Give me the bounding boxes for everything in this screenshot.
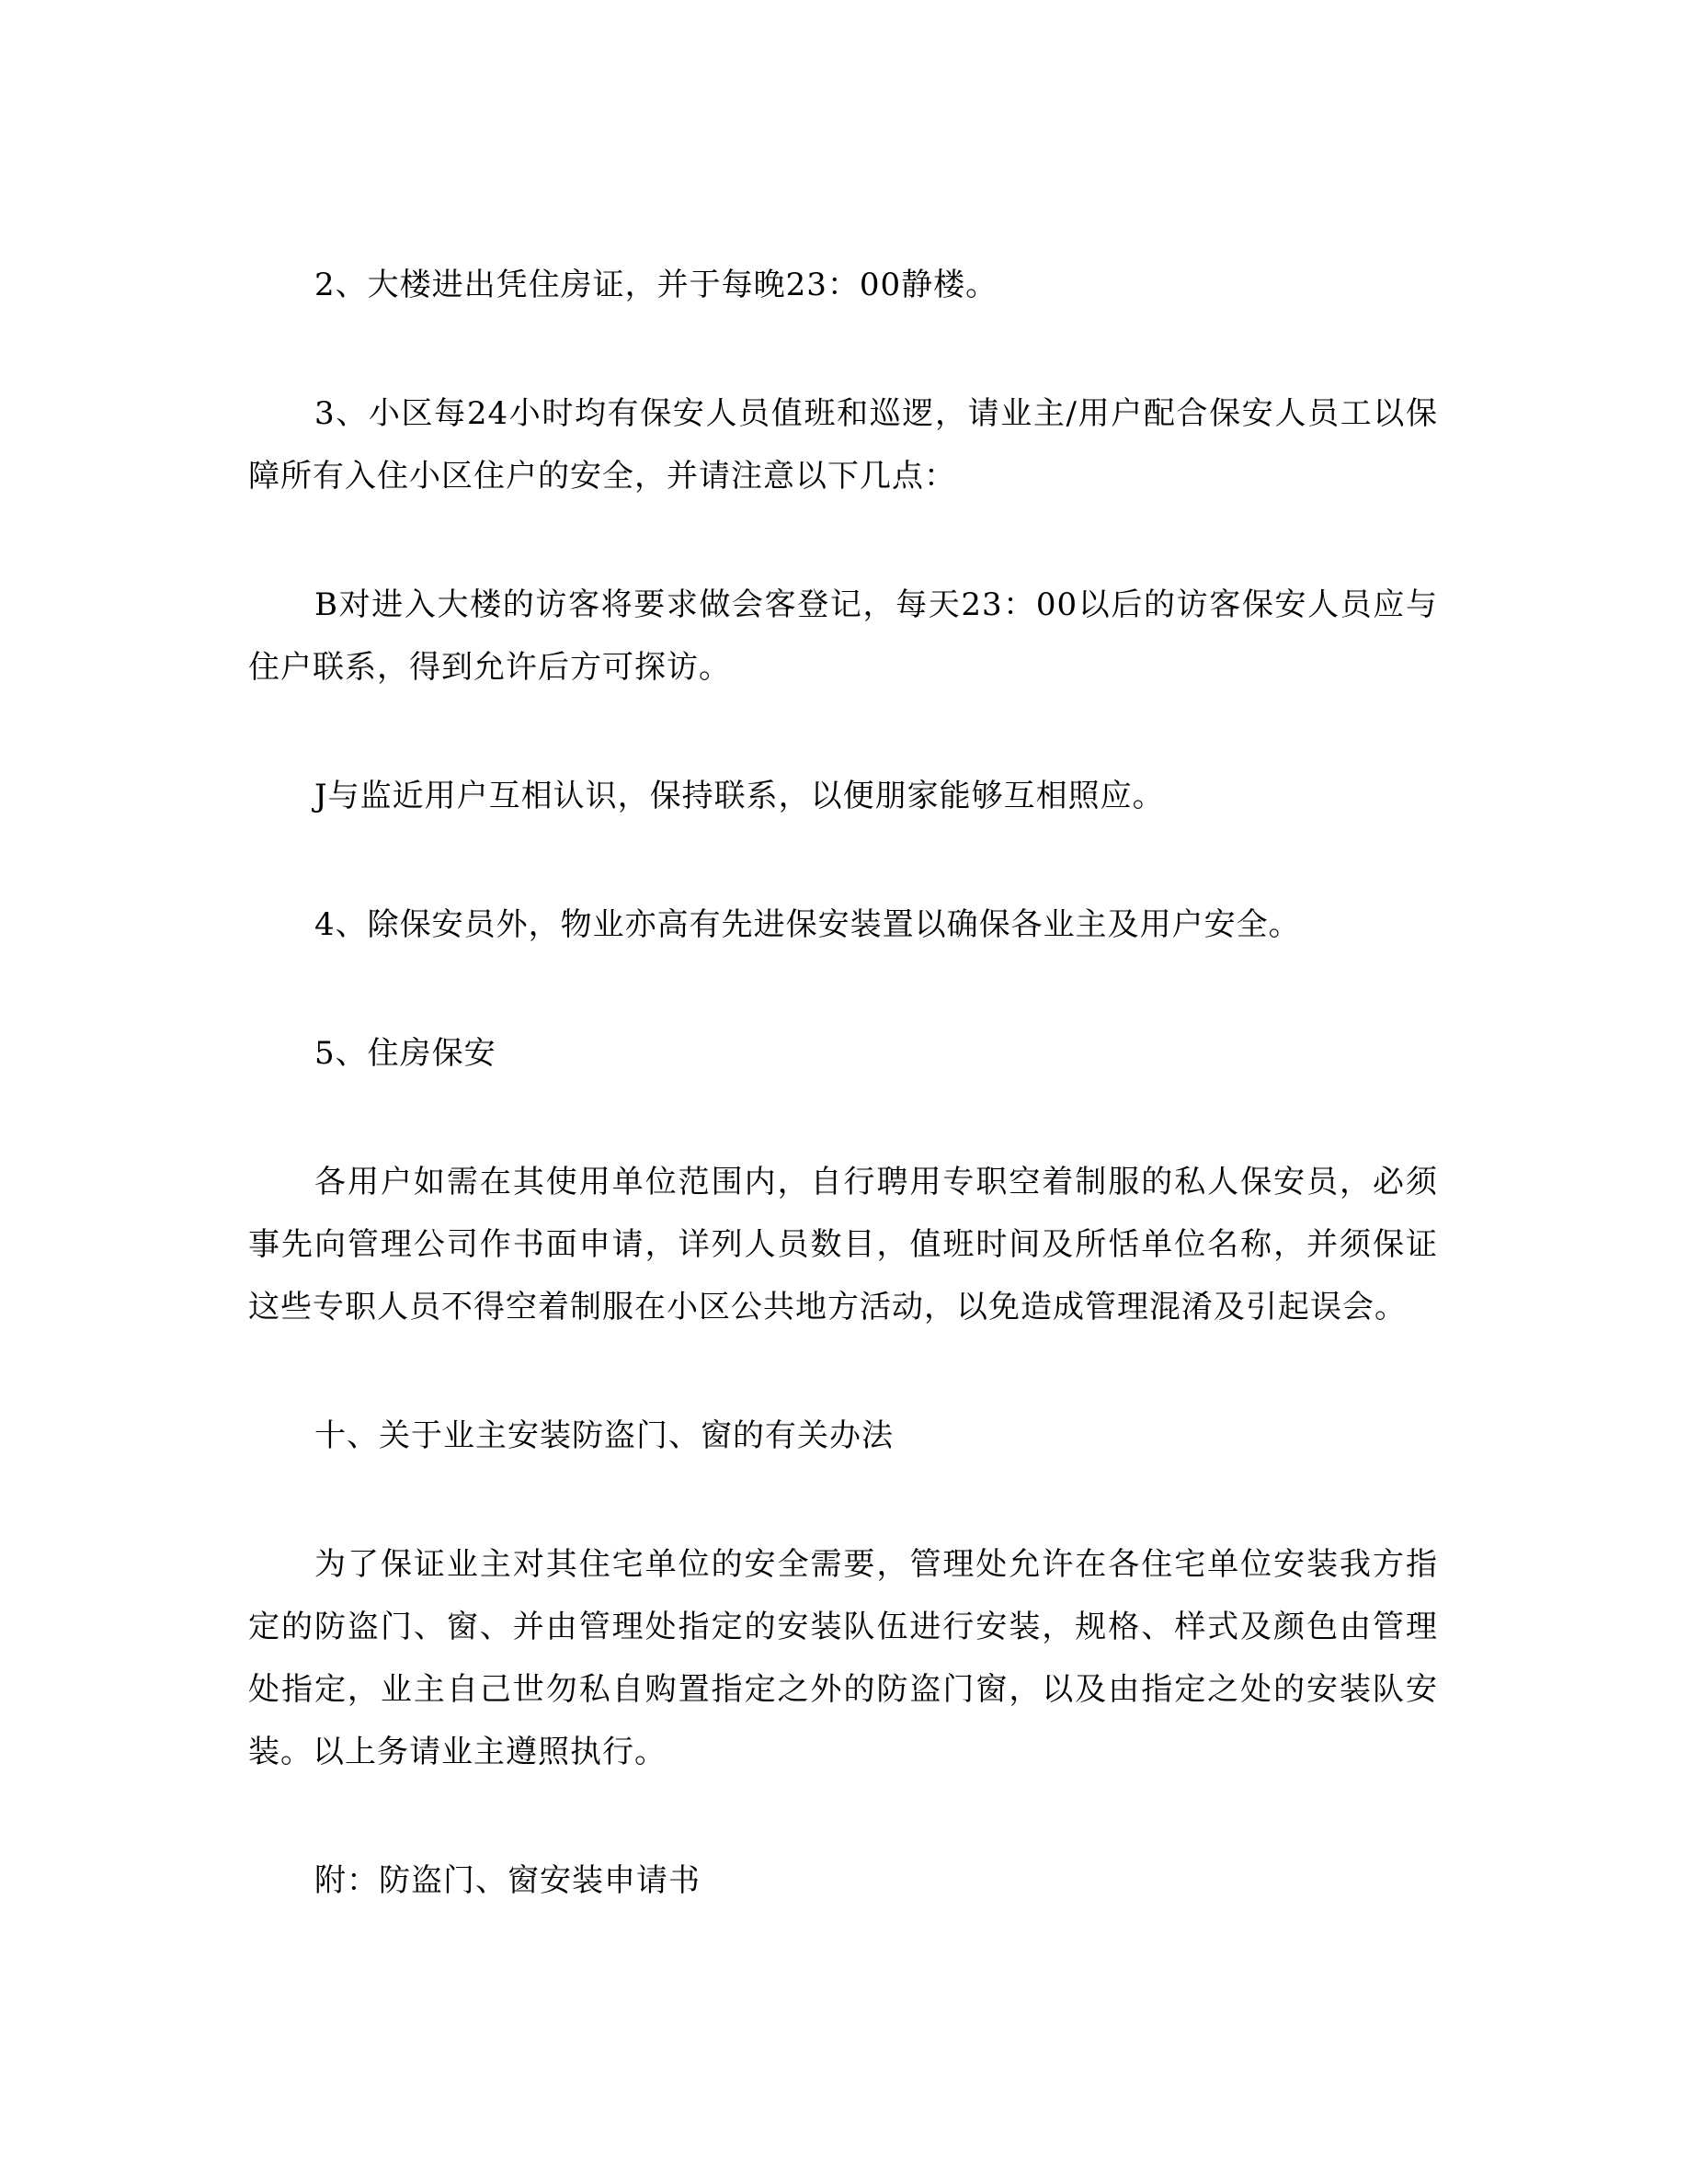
paragraph-building-access-rule: 2、大楼进出凭住房证，并于每晚23：00静楼。 — [314, 267, 998, 303]
paragraph-housing-security-heading: 5、住房保安 — [314, 1035, 496, 1072]
paragraph-neighbor-contact: J与监近用户互相认识，保持联系，以便朋家能够互相照应。 — [314, 778, 1165, 814]
paragraph-security-patrol-rule: 3、小区每24小时均有保安人员值班和巡逻，请业主/用户配合保安人员工以保障所有入住小区住户的安全，并请注意以下几点： — [248, 395, 1438, 495]
document-page — [248, 254, 1438, 1912]
paragraph-security-devices: 4、除保安员外，物业亦高有先进保安装置以确保各业主及用户安全。 — [314, 906, 1301, 943]
paragraph-security-door-installation: 为了保证业主对其住宅单位的安全需要，管理处允许在各住宅单位安装我方指定的防盗门、窗、并由管理处指定的安装队伍进行安装，规格、样式及颜色由管理处指定，业主自己世勿私自购置指定之外的防盗门窗，以及由指定之处的安装队安装。以上务请业主遵照执行。 — [248, 1546, 1438, 1770]
paragraph-private-guard-application: 各用户如需在其使用单位范围内，自行聘用专职空着制服的私人保安员，必须事先向管理公司作书面申请，详列人员数目，值班时间及所恬单位名称，并须保证这些专职人员不得空着制服在小区公共地方活动，以免造成管理混淆及引起误会。 — [248, 1164, 1438, 1325]
paragraph-section-ten-heading: 十、关于业主安装防盗门、窗的有关办法 — [314, 1417, 894, 1454]
paragraph-attachment-note: 附：防盗门、窗安装申请书 — [314, 1862, 701, 1899]
paragraph-visitor-registration: B对进入大楼的访客将要求做会客登记，每天23：00以后的访客保安人员应与住户联系，得到允许后方可探访。 — [248, 586, 1438, 686]
